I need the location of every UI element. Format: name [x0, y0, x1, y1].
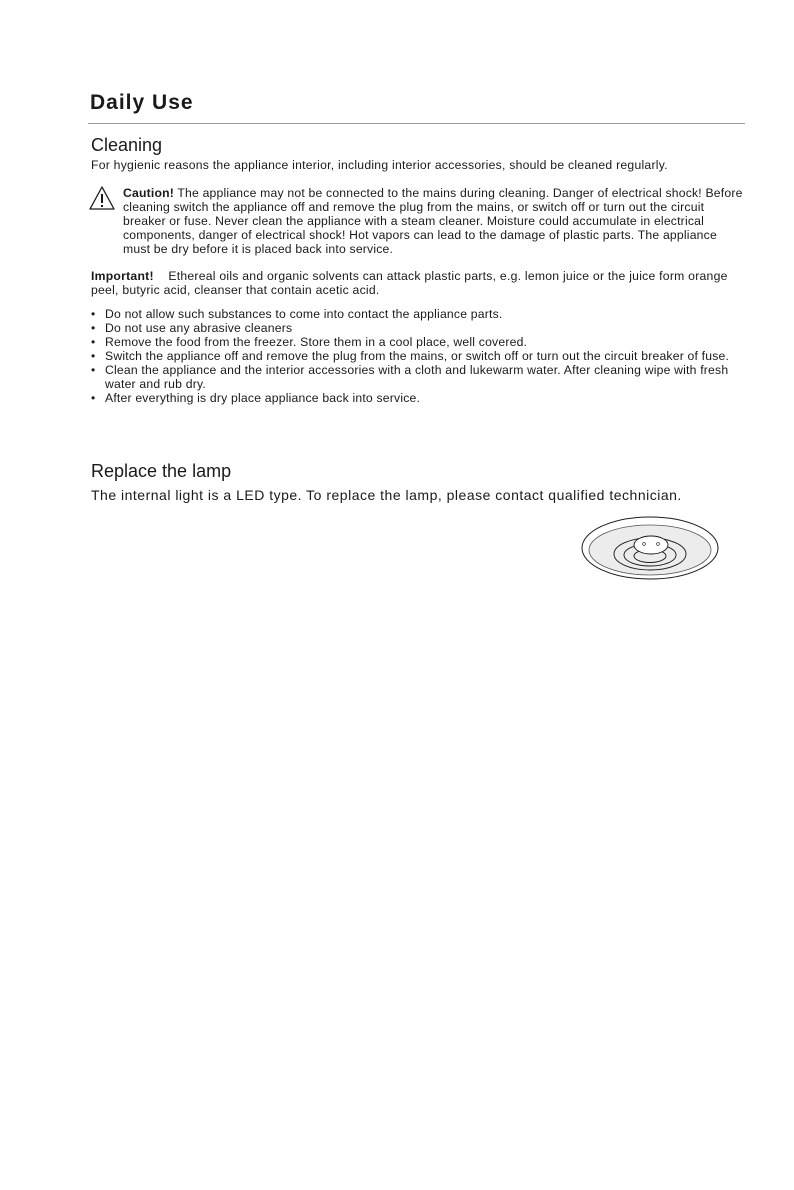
bullet-dot: • [91, 391, 96, 405]
list-item [91, 307, 751, 321]
replace-lamp-text: The internal light is a LED type. To replace the lamp, please contact qualified technician. [91, 487, 682, 503]
warning-triangle-icon [88, 185, 116, 211]
list-item [91, 363, 751, 391]
cleaning-heading: Cleaning [91, 135, 163, 155]
list-item-text: Remove the food from the freezer. Store them in a cool place, well covered. [105, 335, 528, 349]
important-text: Ethereal oils and organic solvents can attack plastic parts, e.g. lemon juice or the juice form orange peel, butyric acid, cleanser that contain acetic acid. [91, 269, 728, 297]
list-item-text: Clean the appliance and the interior accessories with a cloth and lukewarm water. After cleaning wipe with fresh water and rub dry. [105, 363, 729, 391]
list-item-text: Do not use any abrasive cleaners [105, 321, 293, 335]
bullet-dot: • [91, 307, 96, 321]
important-label: Important! [91, 269, 154, 283]
cleaning-bullet-list [91, 307, 751, 405]
list-item-text: After everything is dry place appliance back into service. [105, 391, 421, 405]
bullet-dot: • [91, 335, 96, 349]
bullet-dot: • [91, 363, 96, 377]
list-item-text: Switch the appliance off and remove the plug from the mains, or switch off or turn out the circuit breaker of fuse. [105, 349, 730, 363]
caution-text: The appliance may not be connected to the mains during cleaning. Danger of electrical shock! Before cleaning switch the appliance off and remove the plug from the mains, or switch off or turn out the circuit breaker or fuse. Never clean the appliance with a steam cleaner. Moisture could accumulate in electrical components, danger of electrical shock! Hot vapors can lead to the damage of plastic parts. The appliance must be dry before it is placed back into service. [123, 186, 743, 256]
list-item [91, 335, 751, 349]
bullet-dot: • [91, 349, 96, 363]
important-notice [91, 269, 751, 297]
led-lamp-illustration [580, 515, 720, 581]
cleaning-intro: For hygienic reasons the appliance interior, including interior accessories, should be cleaned regularly. [91, 158, 668, 172]
list-item [91, 321, 751, 335]
caution-notice [123, 186, 745, 256]
list-item [91, 349, 751, 363]
replace-lamp-heading: Replace the lamp [91, 461, 232, 481]
list-item-text: Do not allow such substances to come into contact the appliance parts. [105, 307, 503, 321]
page-title: Daily Use [90, 91, 194, 114]
title-divider [88, 123, 745, 124]
caution-label: Caution! [123, 186, 175, 200]
bullet-dot: • [91, 321, 96, 335]
list-item [91, 391, 751, 405]
